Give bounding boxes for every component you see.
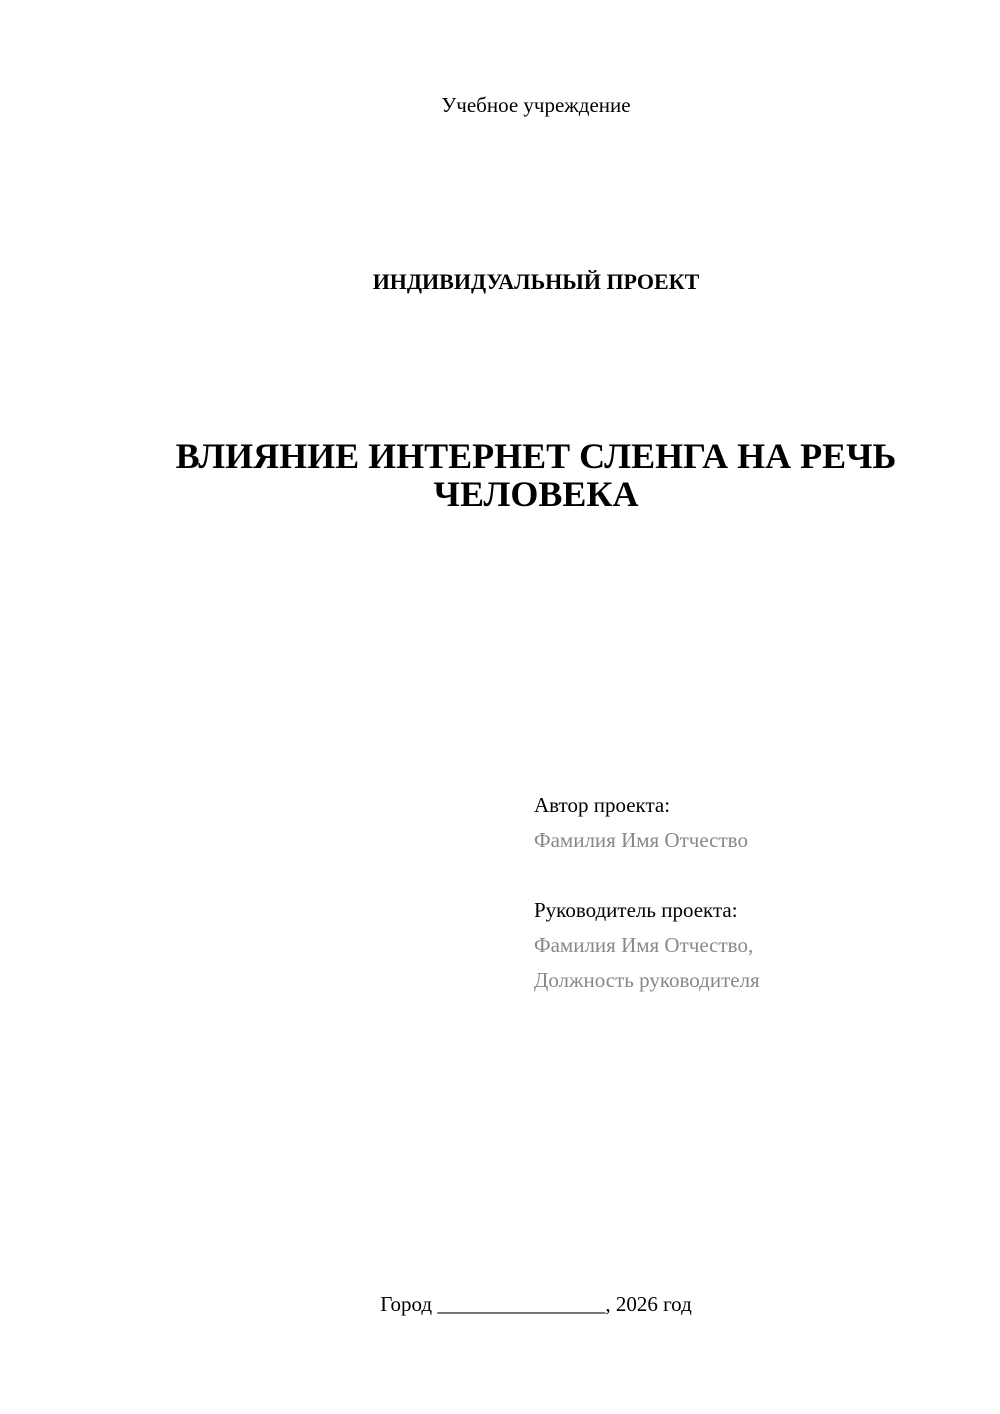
project-title-line-1: ВЛИЯНИЕ ИНТЕРНЕТ СЛЕНГА НА РЕЧЬ: [175, 436, 897, 476]
institution-name: Учебное учреждение: [441, 93, 631, 117]
spacer: [534, 858, 974, 893]
supervisor-position: Должность руководителя: [534, 968, 760, 992]
project-people-block: [534, 788, 974, 998]
supervisor-name: Фамилия Имя Отчество,: [534, 933, 754, 957]
author-name: Фамилия Имя Отчество: [534, 828, 748, 852]
project-title: [80, 437, 992, 513]
city-year-footer: Город ________________, 2026 год: [380, 1292, 692, 1316]
supervisor-label: Руководитель проекта:: [534, 898, 738, 922]
author-label: Автор проекта:: [534, 793, 671, 817]
document-type: ИНДИВИДУАЛЬНЫЙ ПРОЕКТ: [372, 269, 700, 294]
project-title-line-2: ЧЕЛОВЕКА: [433, 474, 639, 514]
